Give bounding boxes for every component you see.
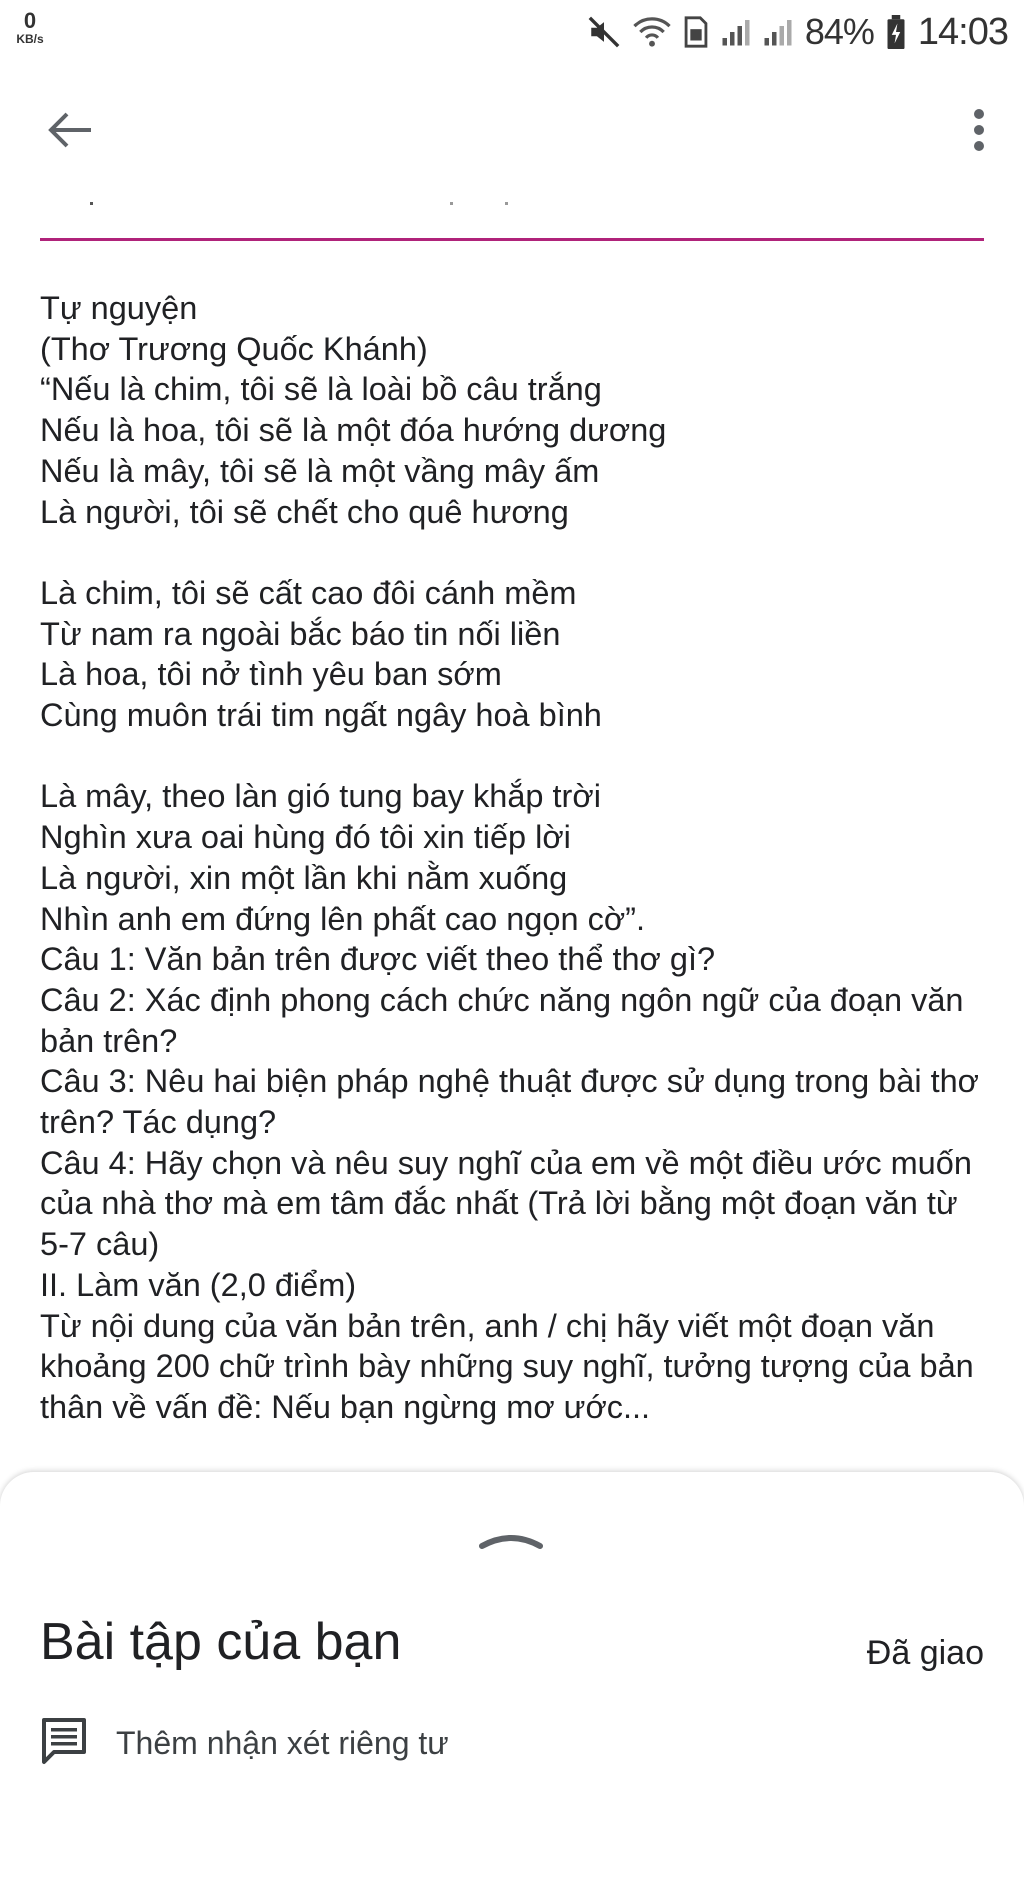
your-work-sheet bbox=[0, 1472, 1024, 1892]
title-divider bbox=[40, 238, 984, 241]
scrolled-text-remnant bbox=[40, 194, 984, 202]
poem-line: Nếu là hoa, tôi sẽ là một đóa hướng dương bbox=[40, 412, 667, 449]
poem-line: Là người, xin một lần khi nằm xuống bbox=[40, 859, 568, 896]
sheet-expand-handle[interactable] bbox=[478, 1524, 544, 1552]
wifi-icon bbox=[633, 15, 671, 49]
app-bar bbox=[0, 80, 1024, 180]
sheet-title: Bài tập của bạn bbox=[40, 1613, 402, 1671]
network-speed bbox=[10, 10, 50, 45]
poem-line: Nếu là mây, tôi sẽ là một vầng mây ấm bbox=[40, 452, 600, 489]
question-3: Câu 3: Nêu hai biện pháp nghệ thuật được sử dụng trong bài thơ trên? Tác dụng? bbox=[40, 1063, 979, 1141]
question-2: Câu 2: Xác định phong cách chức năng ngôn ngữ của đoạn văn bản trên? bbox=[40, 981, 964, 1059]
stanza-gap bbox=[40, 736, 990, 777]
arrow-back-icon bbox=[45, 110, 93, 155]
poem-line: Nghìn xưa oai hùng đó tôi xin tiếp lời bbox=[40, 819, 571, 856]
question-4: Câu 4: Hãy chọn và nêu suy nghĩ của em về một điều ước muốn của nhà thơ mà em tâm đắc nhất (Trả lời bằng một đoạn văn từ 5-7 câu) bbox=[40, 1144, 972, 1263]
add-private-comment-label: Thêm nhận xét riêng tư bbox=[116, 1724, 449, 1761]
poem-author: (Thơ Trương Quốc Khánh) bbox=[40, 330, 428, 367]
poem-line: Là mây, theo làn gió tung bay khắp trời bbox=[40, 778, 601, 815]
signal-strength-icon bbox=[763, 17, 793, 47]
battery-charging-icon bbox=[886, 15, 906, 49]
back-button[interactable] bbox=[34, 102, 104, 162]
poem-line: Là hoa, tôi nở tình yêu ban sớm bbox=[40, 656, 502, 693]
net-speed-unit: KB/s bbox=[16, 32, 44, 46]
submission-status: Đã giao bbox=[866, 1634, 984, 1672]
poem-line: Là người, tôi sẽ chết cho quê hương bbox=[40, 493, 569, 530]
clock: 14:03 bbox=[917, 10, 1008, 53]
poem-line: Nhìn anh em đứng lên phất cao ngọn cờ”. bbox=[40, 900, 645, 937]
mute-icon bbox=[587, 15, 621, 49]
assignment-description bbox=[40, 288, 990, 1428]
section-2-heading: II. Làm văn (2,0 điểm) bbox=[40, 1266, 357, 1303]
section-2-prompt: Từ nội dung của văn bản trên, anh / chị hãy viết một đoạn văn khoảng 200 chữ trình bày những suy nghĩ, tưởng tượng của bản thân về vấn đề: Nếu bạn ngừng mơ ước... bbox=[40, 1307, 974, 1425]
poem-title: Tự nguyện bbox=[40, 290, 198, 326]
add-private-comment-button[interactable] bbox=[40, 1708, 740, 1778]
sim-card-icon bbox=[683, 15, 709, 49]
stanza-gap bbox=[40, 532, 990, 573]
poem-line: Là chim, tôi sẽ cất cao đôi cánh mềm bbox=[40, 574, 577, 611]
poem-line: Từ nam ra ngoài bắc báo tin nối liền bbox=[40, 615, 561, 652]
status-bar bbox=[0, 0, 1024, 64]
poem-line: Cùng muôn trái tim ngất ngây hoà bình bbox=[40, 697, 602, 734]
comment-icon bbox=[40, 1716, 88, 1771]
battery-percent: 84% bbox=[804, 11, 874, 52]
signal-strength-icon bbox=[721, 17, 751, 47]
net-speed-value: 0 bbox=[23, 8, 37, 33]
question-1: Câu 1: Văn bản trên được viết theo thể thơ gì? bbox=[40, 941, 716, 978]
chevron-up-icon bbox=[478, 1539, 544, 1556]
more-vert-icon bbox=[973, 108, 985, 157]
more-options-button[interactable] bbox=[954, 100, 1004, 164]
poem-line: “Nếu là chim, tôi sẽ là loài bồ câu trắng bbox=[40, 371, 602, 408]
status-icons bbox=[587, 12, 1008, 52]
